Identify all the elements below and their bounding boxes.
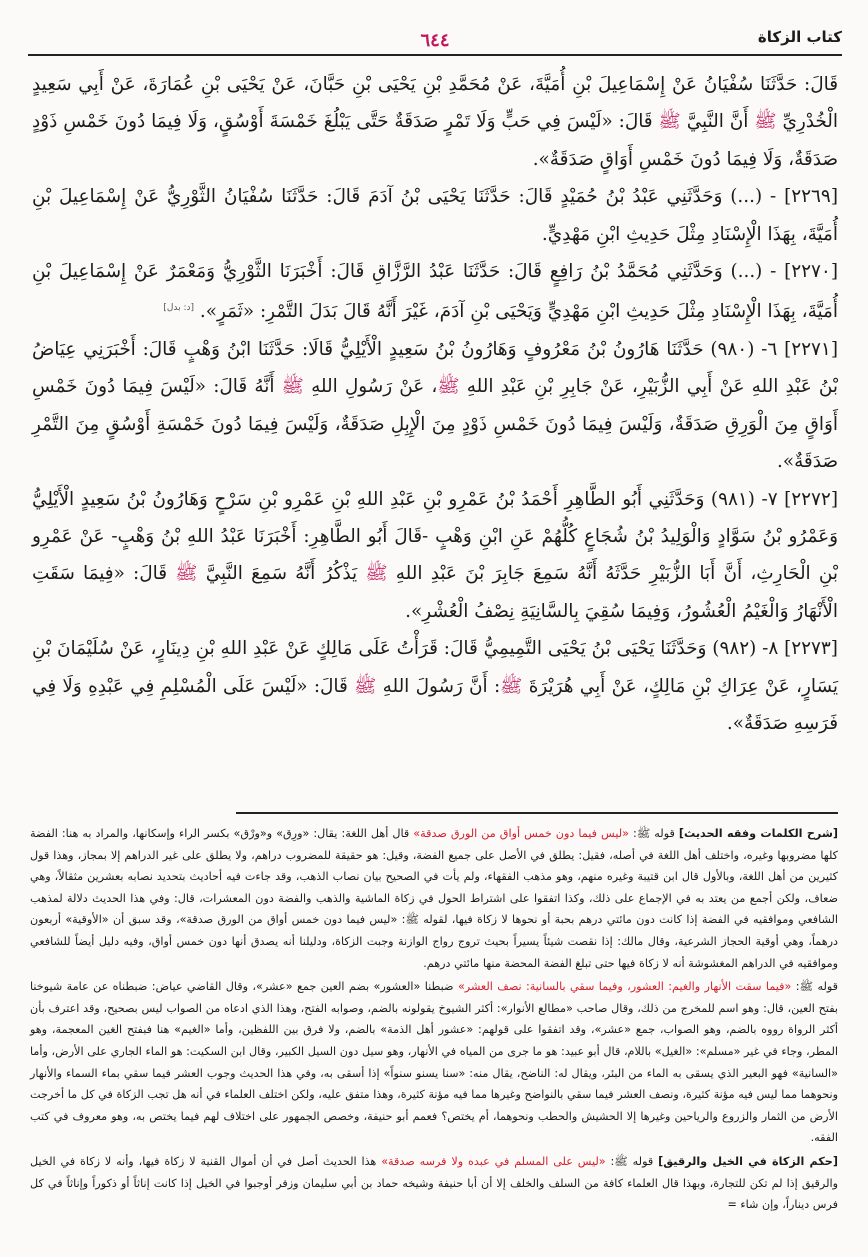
variant-note-mark: [د: بدل] bbox=[163, 303, 195, 314]
commentary-paragraph bbox=[30, 976, 838, 1149]
hadith-text-part: [٢٢٧٣] ٨- (٩٨٢) وَحَدَّثَنَا يَحْيَى بْنُ يَحْيَى التَّمِيمِيُّ قَالَ: قَرَأْتُ عَلَى مَالِكٍ عَنْ عَبْدِ اللهِ بْنِ دِينَارٍ، عَنْ سُلَيْمَانَ بْنِ يَسَارٍ، عَنْ عِرَاكِ بْنِ مَالِكٍ، عَنْ أَبِي هُرَيْرَةَ bbox=[32, 638, 838, 697]
hadith-paragraph bbox=[32, 331, 838, 481]
hadith-paragraph bbox=[32, 253, 838, 331]
hadith-text-part: قَالَ: «لَيْسَ عَلَى الْمُسْلِمِ فِي عَبْدِهِ وَلَا فِي فَرَسِهِ صَدَقَةٌ». bbox=[32, 675, 838, 735]
commentary-section bbox=[30, 823, 838, 1218]
book-title: كتاب الزكاة bbox=[757, 28, 842, 46]
section-label: [شرح الكلمات وفقه الحديث] bbox=[678, 827, 838, 840]
honorific-symbol: ﷺ bbox=[175, 563, 198, 585]
hadith-paragraph bbox=[32, 66, 838, 178]
honorific-symbol: ﷺ bbox=[281, 376, 304, 398]
hadith-paragraph bbox=[32, 630, 838, 742]
commentary-text: قوله ﷺ: bbox=[628, 827, 679, 840]
honorific-symbol: ﷺ bbox=[658, 111, 681, 133]
page-number: ٦٤٤ bbox=[420, 30, 450, 51]
hadith-text bbox=[32, 66, 838, 742]
hadith-text-part: ، عَنْ رَسُولِ اللهِ bbox=[303, 376, 438, 398]
commentary-text: قال أهل اللغة: يقال: «ورِق» و«ورْق» بكسر الراء وإسكانها، والمراد به هنا: الفضة كلها مضروبها وغيره، واختلف أهل اللغة في أصله، فقيل: يطلق في الأصل على جميع الفضة، وقيل: هو حقيقة للمضروب دراهم، ولا يطلق على غير الدراهم إلا بمجاز، وهذا قول كثيرين من أهل اللغة، وبالأول قال ابن قتيبة وغيره منهم، وهو مذهب الفقهاء، ولم يأت في الصحيح بيان نصاب الذهب، وقد جاءت فيه أحاديث بتحديد نصابه بعشرين مثقالاً، وهي ضعاف، ولكن أجمع من يعتد به في الإجماع على ذلك، وكذا اتفقوا على اشتراط الحول في زكاة الماشية والذهب والفضة دون المعشرات، قال: وفي هذا الحديث دلالة لمذهب الشافعي وموافقيه في الفضة إذا كانت دون مائتي درهم بحبة أو نحوها لا زكاة فيها، لقوله ﷺ: «ليس فيما دون خمس أواق من الورق صدقة»، وقد سبق أن «الأوقية» أربعون درهماً، وهي أوقية الحجاز الشرعية، وقال مالك: إذا نقصت شيئاً يسيراً بحيث تروج رواج الوازنة وجبت الزكاة، ودليلنا أنه يصدق أنها دون خمس أواق، وفيه دليل أيضاً للشافعي وموافقيه في الدراهم المغشوشة أنه لا زكاة فيها حتى تبلغ الفضة المحضة منها مائتي درهم. bbox=[30, 827, 838, 970]
honorific-symbol: ﷺ bbox=[437, 376, 460, 398]
hadith-text-part: [٢٢٧٠] - (...) وَحَدَّثَنِي مُحَمَّدُ بْنُ رَافِعٍ قَالَ: حَدَّثَنَا عَبْدُ الرَّزَّاقِ قَالَ: أَخْبَرَنَا الثَّوْرِيُّ وَمَعْمَرٌ عَنْ إِسْمَاعِيلَ بْنِ أُمَيَّةَ، بِهَذَا الْإِسْنَادِ مِثْلَ حَدِيثِ ابْنِ مَهْدِيٍّ وَيَحْيَى بْنِ آدَمَ، غَيْرَ أَنَّهُ قَالَ بَدَلَ التَّمْرِ: «ثَمَرٍ». bbox=[32, 261, 838, 323]
commentary-text: ضبطنا «العشور» بضم العين جمع «عشر»، وقال القاضي عياض: ضبطناه عن عامة شيوخنا بفتح العين، قال: وهو اسم للمخرج من ذلك، وقال صاحب «مطالع الأنوار»: أكثر الشيوخ يقولونه بالضم، وصوابه الفتح، وهذا الذي ادعاه من الصواب ليس بصحيح، وقد اعترف بأن أكثر الرواة رووه بالضم، وهو الصواب، جمع «عشر»، وقد اتفقوا على قولهم: «عشور أهل الذمة» بالضم، ولا فرق بين اللفظين، وأما «الغيم» هنا فبفتح الغين المعجمة، وهو المطر، وجاء في غير «مسلم»: «الغيل» باللام، قال أبو عبيد: هو ما جرى من المياه في الأنهار، وهو سيل دون السيل الكبير، وقال ابن السكيت: هو الماء الجاري على الأرض، وأما «السانية» فهو البعير الذي يسقى به الماء من البئر، ويقال له: الناضح، يقال منه: «سنا يسنو سنواً» إذا أسقى به، وفي هذا الحديث وجوب العشر فيما سقي بماء السماء والأنهار ونحوهما مما ليس فيه مؤنة كثيرة، ونصف العشر فيما سقي بالنواضح وغيرها مما فيه مؤنة كثيرة، وهذا متفق عليه، ولكن اختلف العلماء في أنه هل تجب الزكاة في كل ما أخرجت الأرض من الثمار والزروع والرياحين وغيرها إلا الحشيش والحطب ونحوهما، أم يختص؟ فعمم أبو حنيفة، وخصص الجمهور على اختلاف لهم فيما يختص به، وهو معروف في كتب الفقه. bbox=[30, 980, 838, 1145]
section-label: [حكم الزكاة في الخيل والرقيق] bbox=[658, 1154, 838, 1168]
hadith-text-part: أَنَّ النَّبِيَّ bbox=[680, 111, 755, 133]
hadith-text-part: أَنَّهُ قَالَ: «لَيْسَ فِيمَا دُونَ خَمْسِ أَوَاقٍ مِنَ الْوَرِقِ صَدَقَةٌ، وَلَيْسَ فِيمَا دُونَ خَمْسِ ذَوْدٍ مِنَ الْإِبِلِ صَدَقَةٌ، وَلَيْسَ فِيمَا دُونَ خَمْسَةِ أَوْسُقٍ مِنَ التَّمْرِ صَدَقَةٌ». bbox=[32, 376, 838, 473]
honorific-symbol: ﷺ bbox=[500, 675, 523, 697]
hadith-paragraph bbox=[32, 481, 838, 631]
page-header bbox=[28, 28, 842, 56]
hadith-text-part: قَالَ: «فِيمَا سَقَتِ الْأَنْهَارُ وَالْغَيْمُ الْعُشُورُ، وَفِيمَا سُقِيَ بِالسَّانِيَةِ نِصْفُ الْعُشْرِ». bbox=[32, 563, 838, 622]
commentary-text: قوله ﷺ: bbox=[791, 980, 839, 994]
quoted-hadith: «ليس على المسلم في عبده ولا فرسه صدقة» bbox=[381, 1154, 606, 1168]
commentary-text: هذا الحديث أصل في أن أموال القنية لا زكاة فيها، وأنه لا زكاة في الخيل والرقيق إذا لم تكن للتجارة، وبهذا قال العلماء كافة من السلف والخلف إلا أن أبا حنيفة وشيخه حماد بن أبي سليمان وزفر أوجبوا في الخيل إذا كانت إناثاً أو ذكوراً وإناثاً في كل فرس ديناراً، وإن شاء = bbox=[30, 1154, 838, 1212]
honorific-symbol: ﷺ bbox=[354, 675, 377, 697]
hadith-text-part: يَذْكُرُ أَنَّهُ سَمِعَ النَّبِيَّ bbox=[197, 563, 366, 585]
hadith-text-part: [٢٢٧١] ٦- (٩٨٠) حَدَّثَنَا هَارُونُ بْنُ مَعْرُوفٍ وَهَارُونُ بْنُ سَعِيدٍ الْأَيْلِيُّ قَالَا: حَدَّثَنَا ابْنُ وَهْبٍ قَالَ: أَخْبَرَنِي عِيَاضُ بْنُ عَبْدِ اللهِ عَنْ أَبِي الزُّبَيْرِ، عَنْ جَابِرِ بْنِ عَبْدِ اللهِ bbox=[32, 338, 838, 398]
quoted-hadith: «ليس فيما دون خمس أواق من الورق صدقة» bbox=[413, 827, 629, 840]
commentary-paragraph bbox=[30, 823, 838, 974]
footnote-separator bbox=[236, 812, 838, 814]
hadith-text-part: : أَنَّ رَسُولَ اللهِ bbox=[376, 675, 501, 697]
commentary-text: قوله ﷺ: bbox=[605, 1154, 659, 1168]
honorific-symbol: ﷺ bbox=[365, 563, 388, 585]
quoted-hadith: «فيما سقت الأنهار والغيم: العشور، وفيما سقي بالسانية: نصف العشر» bbox=[457, 980, 792, 994]
hadith-text-part: قَالَ: حَدَّثَنَا سُفْيَانُ عَنْ إِسْمَاعِيلَ بْنِ أُمَيَّةَ، عَنْ مُحَمَّدِ بْنِ يَحْيَى بْنِ حَبَّانَ، عَنْ يَحْيَى بْنِ عُمَارَةَ، عَنْ أَبِي سَعِيدٍ الْخُدْرِيِّ bbox=[32, 74, 838, 133]
hadith-text-part: قَالَ: «لَيْسَ فِي حَبٍّ وَلَا تَمْرٍ صَدَقَةٌ حَتَّى يَبْلُغَ خَمْسَةَ أَوْسُقٍ، وَلَا فِيمَا دُونَ خَمْسِ ذَوْدٍ صَدَقَةٌ، وَلَا فِيمَا دُونَ خَمْسِ أَوَاقٍ صَدَقَةٌ». bbox=[32, 111, 838, 170]
hadith-text-part: [٢٢٧٢] ٧- (٩٨١) وَحَدَّثَنِي أَبُو الطَّاهِرِ أَحْمَدُ بْنُ عَمْرِو بْنِ عَبْدِ اللهِ بْنِ عَمْرِو بْنِ سَرْحٍ وَهَارُونُ بْنُ سَعِيدٍ الْأَيْلِيُّ وَعَمْرُو بْنُ سَوَّادٍ وَالْوَلِيدُ بْنُ شُجَاعٍ كُلُّهُمْ عَنِ ابْنِ وَهْبٍ -قَالَ أَبُو الطَّاهِرِ: أَخْبَرَنَا عَبْدُ اللهِ بْنُ وَهْبٍ- عَنْ عَمْرِو بْنِ الْحَارِثِ، أَنَّ أَبَا الزُّبَيْرِ حَدَّثَهُ أَنَّهُ سَمِعَ جَابِرَ بْنَ عَبْدِ اللهِ bbox=[32, 488, 838, 585]
hadith-paragraph: [٢٢٦٩] - (...) وَحَدَّثَنِي عَبْدُ بْنُ حُمَيْدٍ قَالَ: حَدَّثَنَا يَحْيَى بْنُ آدَمَ قَالَ: حَدَّثَنَا سُفْيَانُ الثَّوْرِيُّ عَنْ إِسْمَاعِيلَ بْنِ أُمَيَّةَ، بِهَذَا الْإِسْنَادِ مِثْلَ حَدِيثِ ابْنِ مَهْدِيٍّ. bbox=[32, 186, 838, 245]
honorific-symbol: ﷺ bbox=[754, 111, 777, 133]
commentary-paragraph bbox=[30, 1151, 838, 1216]
